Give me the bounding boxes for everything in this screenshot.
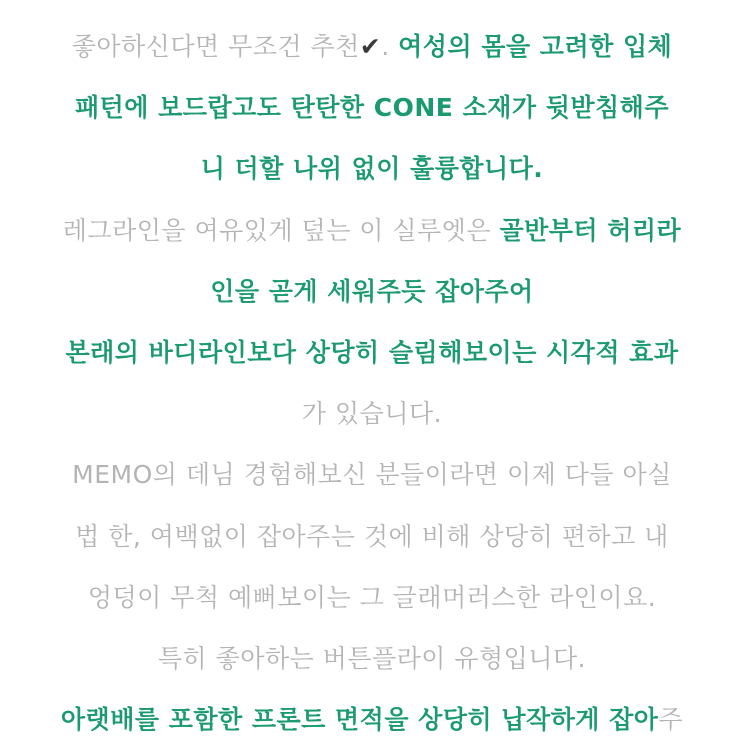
body-text: 엉덩이 무척 예뻐보이는 그 글래머러스한 라인이요.	[87, 582, 657, 612]
body-text: 가 있습니다.	[301, 399, 443, 429]
text-line	[0, 93, 744, 123]
highlighted-text: 패턴에 보드랍고도 탄탄한 CONE 소재가 뒷받침해주	[75, 93, 669, 123]
text-line	[0, 154, 744, 184]
text-line	[0, 399, 744, 429]
text-line	[0, 583, 744, 613]
highlighted-text: 골반부터 허리라	[499, 215, 682, 245]
body-text: .	[381, 32, 399, 61]
check-mark-icon: ✔	[359, 32, 382, 61]
highlighted-text: 니 더할 나위 없이 훌륭합니다.	[200, 154, 544, 184]
text-line	[0, 460, 744, 490]
body-text: 레그라인을 여유있게 덮는 이 실루엣은	[62, 215, 500, 245]
text-line	[0, 216, 744, 246]
text-line	[0, 277, 744, 307]
body-text: 주	[658, 705, 684, 735]
highlighted-text: 아랫배를 포함한 프론트 면적을 상당히 납작하게 잡아	[60, 705, 659, 735]
text-line	[0, 338, 744, 368]
text-line	[0, 522, 744, 552]
highlighted-text: 여성의 몸을 고려한 입체	[398, 32, 673, 61]
text-line	[0, 705, 744, 735]
text-line	[0, 32, 744, 62]
text-line	[0, 644, 744, 674]
body-text: 법 한, 여백없이 잡아주는 것에 비해 상당히 편하고 내	[75, 521, 669, 551]
highlighted-text: 본래의 바디라인보다 상당히 슬림해보이는 시각적 효과	[65, 338, 679, 367]
body-text: 특히 좋아하는 버튼플라이 유형입니다.	[157, 644, 587, 673]
highlighted-text: 인을 곧게 세워주듯 잡아주어	[210, 276, 534, 306]
body-text: MEMO의 데님 경험해보신 분들이라면 이제 다들 아실	[72, 460, 672, 490]
body-text: 좋아하신다면 무조건 추천	[71, 32, 360, 61]
